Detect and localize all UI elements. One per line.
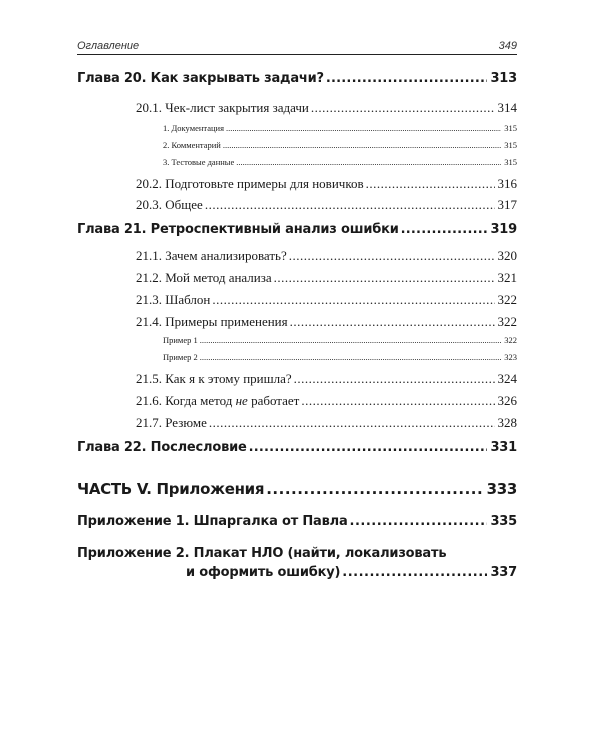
toc-section-21-4[interactable] (136, 314, 517, 330)
toc-entry-label (136, 393, 301, 409)
toc-section-21-5[interactable] (136, 371, 517, 387)
toc-entry-page: 337 (490, 565, 517, 580)
leader-dots (311, 100, 495, 116)
leader-dots (326, 71, 488, 86)
toc-section-20-2[interactable] (136, 176, 517, 192)
toc-entry-page: 331 (490, 440, 517, 455)
toc-chapter-22[interactable] (77, 440, 517, 455)
toc-entry-label: 20.2. Подготовьте примеры для новичков (136, 176, 364, 191)
toc-entry-label: 21.4. Примеры применения (136, 314, 288, 329)
toc-entry-label: 21.3. Шаблон (136, 292, 211, 307)
toc-entry-label: ЧАСТЬ V. Приложения (77, 480, 265, 498)
toc-entry-page: 335 (490, 514, 517, 529)
toc-entry-page: 324 (497, 371, 517, 386)
toc-part-5[interactable] (77, 480, 517, 498)
toc-section-21-6[interactable] (136, 393, 517, 409)
leader-dots (350, 514, 488, 529)
toc-section-20-1[interactable] (136, 100, 517, 116)
toc-entry-page: 323 (504, 352, 517, 362)
toc-section-21-2[interactable] (136, 270, 517, 286)
leader-dots (200, 335, 502, 345)
running-header (77, 38, 517, 55)
toc-entry-label: 2. Комментарий (163, 140, 221, 150)
toc-entry-label: 21.2. Мой метод анализа (136, 270, 272, 285)
toc-entry-label: Пример 2 (163, 352, 198, 362)
toc-entry-page: 317 (497, 197, 517, 212)
header-title: Оглавление (77, 40, 140, 52)
leader-dots (249, 440, 488, 455)
toc-entry-page: 315 (504, 123, 517, 133)
toc-section-21-3[interactable] (136, 292, 517, 308)
label-part: работает (247, 393, 300, 408)
toc-appendix-2[interactable] (186, 565, 517, 580)
toc-example-1[interactable] (163, 335, 517, 345)
toc-entry-label: 20.1. Чек-лист закрытия задачи (136, 100, 309, 115)
toc-entry-label: Глава 21. Ретроспективный анализ ошибки (77, 222, 399, 237)
toc-appendix-2-line1[interactable]: Приложение 2. Плакат НЛО (найти, локализовать (77, 546, 447, 561)
leader-dots (226, 123, 501, 133)
leader-dots (212, 292, 494, 308)
toc-entry-page: 319 (490, 222, 517, 237)
toc-entry-label: Глава 20. Как закрывать задачи? (77, 71, 324, 86)
toc-entry-label: 20.3. Общее (136, 197, 203, 212)
toc-appendix-1[interactable] (77, 514, 517, 529)
leader-dots (342, 565, 487, 580)
toc-example-2[interactable] (163, 352, 517, 362)
toc-entry-page: 321 (497, 270, 517, 285)
toc-entry-page: 320 (497, 248, 517, 263)
toc-entry-page: 333 (486, 480, 517, 498)
leader-dots (200, 352, 502, 362)
toc-subsection-20-1-3[interactable] (163, 157, 517, 167)
toc-subsection-20-1-1[interactable] (163, 123, 517, 133)
leader-dots (266, 480, 483, 498)
label-emphasis: не (235, 393, 248, 408)
toc-entry-page: 326 (497, 393, 517, 408)
toc-entry-page: 313 (490, 71, 517, 86)
toc-subsection-20-1-2[interactable] (163, 140, 517, 150)
toc-section-21-1[interactable] (136, 248, 517, 264)
toc-entry-label: Приложение 1. Шпаргалка от Павла (77, 514, 348, 529)
leader-dots (366, 176, 495, 192)
leader-dots (236, 157, 501, 167)
toc-entry-page: 315 (504, 140, 517, 150)
leader-dots (209, 415, 495, 431)
toc-entry-label: 21.5. Как я к этому пришла? (136, 371, 292, 386)
toc-entry-label: Пример 1 (163, 335, 198, 345)
toc-entry-page: 322 (497, 292, 517, 307)
toc-chapter-20[interactable] (77, 71, 517, 86)
toc-entry-page: 322 (497, 314, 517, 329)
toc-entry-page: 315 (504, 157, 517, 167)
leader-dots (401, 222, 488, 237)
label-part: 21.6. Когда метод (136, 393, 236, 408)
toc-entry-label: 21.7. Резюме (136, 415, 207, 430)
leader-dots (205, 197, 495, 213)
toc-entry-label: 3. Тестовые данные (163, 157, 235, 167)
leader-dots (290, 314, 495, 330)
leader-dots (289, 248, 495, 264)
leader-dots (294, 371, 495, 387)
toc-entry-page: 316 (497, 176, 517, 191)
toc-section-21-7[interactable] (136, 415, 517, 431)
toc-chapter-21[interactable] (77, 222, 517, 237)
toc-entry-label: и оформить ошибку) (186, 565, 341, 580)
toc-entry-page: 314 (497, 100, 517, 115)
toc-section-20-3[interactable] (136, 197, 517, 213)
leader-dots (223, 140, 501, 150)
toc-entry-page: 322 (504, 335, 517, 345)
toc-entry-label: Глава 22. Послесловие (77, 440, 247, 455)
header-page-number: 349 (498, 40, 517, 52)
toc-entry-label: 21.1. Зачем анализировать? (136, 248, 287, 263)
leader-dots (301, 393, 494, 409)
toc-entry-page: 328 (497, 415, 517, 430)
leader-dots (274, 270, 495, 286)
toc-entry-label: 1. Документация (163, 123, 224, 133)
